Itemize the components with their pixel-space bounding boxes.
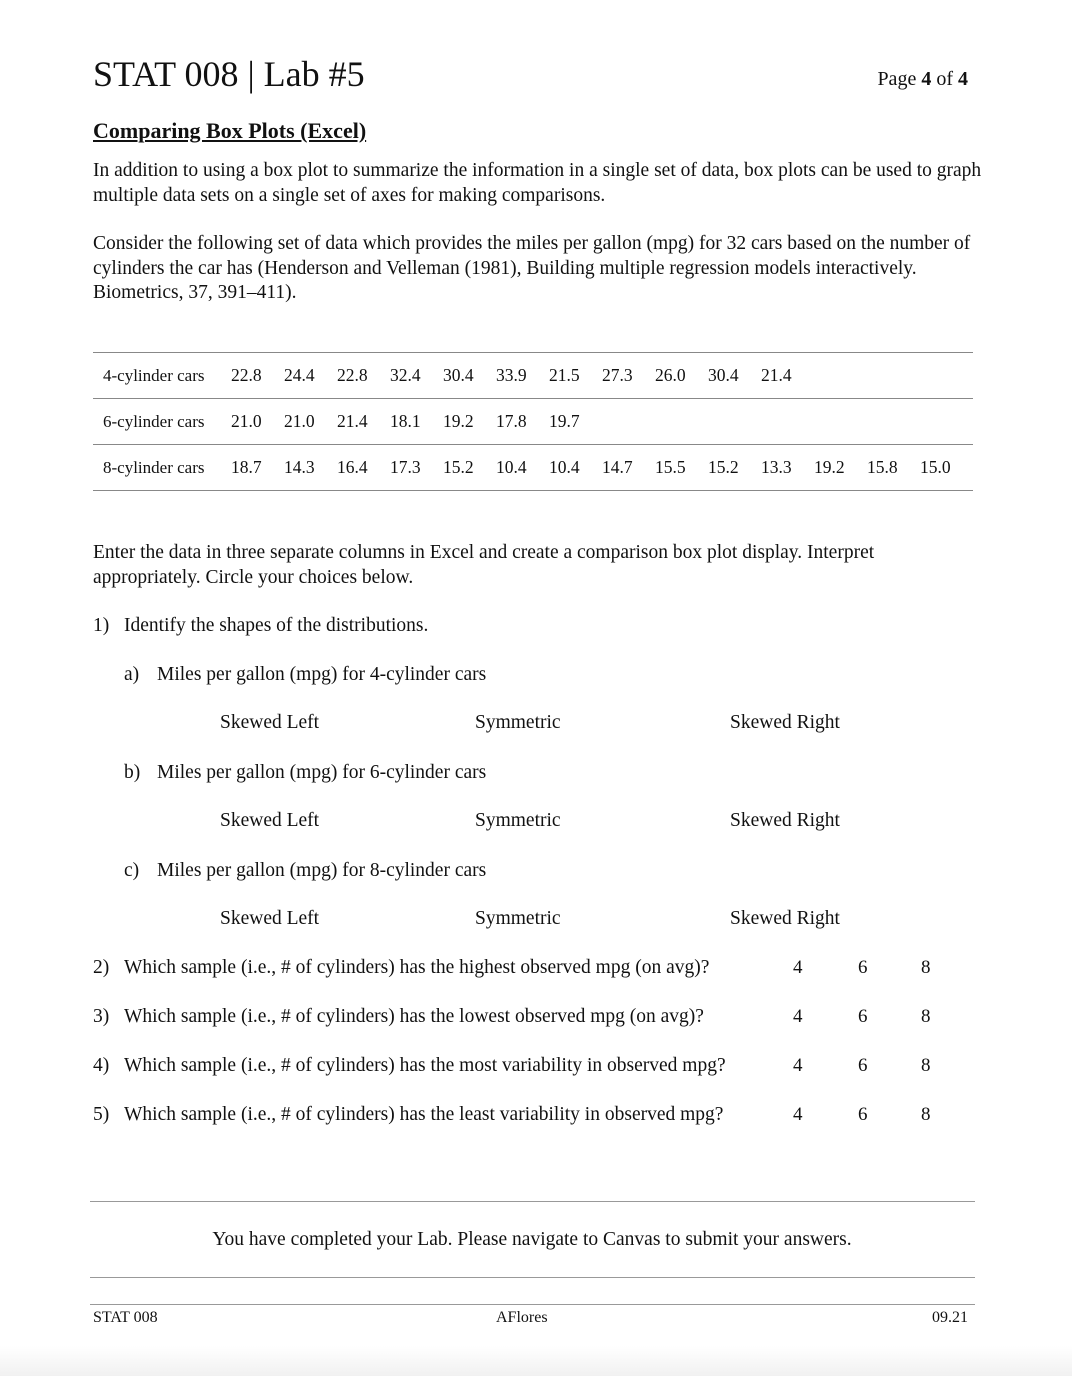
part-b-text: Miles per gallon (mpg) for 6-cylinder cars xyxy=(157,762,487,783)
choice-skewed-left[interactable]: Skewed Left xyxy=(220,908,320,929)
question-1-number: 1) xyxy=(93,615,110,636)
row-values xyxy=(226,353,973,399)
question-2-number: 2) xyxy=(93,957,110,978)
table-cell: 14.3 xyxy=(284,457,315,477)
choice-skewed-right[interactable]: Skewed Right xyxy=(730,908,840,929)
data-paragraph: Consider the following set of data which provides the miles per gallon (mpg) for 32 cars based on the number of cylinders the car has (Henderson and Velleman (1981), Building multiple regression models interactively. Biometrics, 37, 391–411). xyxy=(93,233,971,303)
table-cell: 30.4 xyxy=(708,365,739,385)
row-label: 4-cylinder cars xyxy=(93,353,226,399)
mpg-data-table xyxy=(93,352,973,491)
answer-8[interactable]: 8 xyxy=(921,1055,931,1076)
answer-4[interactable]: 4 xyxy=(793,1006,803,1027)
page-bottom-shadow xyxy=(0,1346,1072,1376)
table-cell: 15.2 xyxy=(708,457,739,477)
table-cell: 24.4 xyxy=(284,365,315,385)
question-4-text: Which sample (i.e., # of cylinders) has the most variability in observed mpg? xyxy=(124,1055,726,1076)
table-cell: 14.7 xyxy=(602,457,633,477)
row-label: 8-cylinder cars xyxy=(93,445,226,491)
table-cell: 19.2 xyxy=(814,457,845,477)
page-number xyxy=(877,68,968,91)
choice-skewed-left[interactable]: Skewed Left xyxy=(220,810,320,831)
question-1-text: Identify the shapes of the distributions. xyxy=(124,615,429,636)
footer-version: 09.21 xyxy=(932,1309,968,1326)
table-row xyxy=(93,353,973,399)
divider xyxy=(90,1277,975,1278)
table-cell: 21.4 xyxy=(761,365,792,385)
choice-symmetric[interactable]: Symmetric xyxy=(475,908,561,929)
table-cell: 19.2 xyxy=(443,411,474,431)
footer-course: STAT 008 xyxy=(93,1309,158,1326)
page-of: of xyxy=(931,68,958,90)
section-heading: Comparing Box Plots (Excel) xyxy=(93,118,367,143)
page-total: 4 xyxy=(958,68,968,90)
question-3-number: 3) xyxy=(93,1006,110,1027)
question-2-text: Which sample (i.e., # of cylinders) has the highest observed mpg (on avg)? xyxy=(124,957,710,978)
answer-4[interactable]: 4 xyxy=(793,957,803,978)
choice-skewed-left[interactable]: Skewed Left xyxy=(220,712,320,733)
page-prefix: Page xyxy=(877,68,922,90)
question-5-number: 5) xyxy=(93,1104,110,1125)
table-cell: 27.3 xyxy=(602,365,633,385)
table-cell: 18.7 xyxy=(231,457,262,477)
table-cell: 18.1 xyxy=(390,411,421,431)
answer-8[interactable]: 8 xyxy=(921,957,931,978)
choice-symmetric[interactable]: Symmetric xyxy=(475,810,561,831)
table-cell: 15.8 xyxy=(867,457,898,477)
answer-6[interactable]: 6 xyxy=(858,1055,868,1076)
part-a-letter: a) xyxy=(124,664,140,685)
answer-8[interactable]: 8 xyxy=(921,1104,931,1125)
part-c-text: Miles per gallon (mpg) for 8-cylinder cars xyxy=(157,860,487,881)
table-cell: 21.0 xyxy=(284,411,315,431)
table-cell: 22.8 xyxy=(337,365,368,385)
page-current: 4 xyxy=(921,68,932,90)
table-cell: 22.8 xyxy=(231,365,262,385)
footer-author: AFlores xyxy=(496,1309,548,1326)
table-cell: 26.0 xyxy=(655,365,686,385)
row-label: 6-cylinder cars xyxy=(93,399,226,445)
part-b-letter: b) xyxy=(124,762,141,783)
choice-skewed-right[interactable]: Skewed Right xyxy=(730,810,840,831)
answer-6[interactable]: 6 xyxy=(858,1006,868,1027)
table-cell: 21.4 xyxy=(337,411,368,431)
table-cell: 17.8 xyxy=(496,411,527,431)
intro-paragraph: In addition to using a box plot to summarize the information in a single set of data, box plots can be used to graph multiple data sets on a single set of axes for making comparisons. xyxy=(93,160,982,206)
table-cell: 15.5 xyxy=(655,457,686,477)
choice-symmetric[interactable]: Symmetric xyxy=(475,712,561,733)
table-cell: 32.4 xyxy=(390,365,421,385)
completion-message: You have completed your Lab. Please navigate to Canvas to submit your answers. xyxy=(212,1229,852,1250)
divider xyxy=(90,1201,975,1202)
table-cell: 19.7 xyxy=(549,411,580,431)
answer-4[interactable]: 4 xyxy=(793,1055,803,1076)
choice-skewed-right[interactable]: Skewed Right xyxy=(730,712,840,733)
row-values xyxy=(226,399,973,445)
answer-6[interactable]: 6 xyxy=(858,1104,868,1125)
answer-4[interactable]: 4 xyxy=(793,1104,803,1125)
question-3-text: Which sample (i.e., # of cylinders) has the lowest observed mpg (on avg)? xyxy=(124,1006,704,1027)
answer-8[interactable]: 8 xyxy=(921,1006,931,1027)
table-cell: 10.4 xyxy=(549,457,580,477)
table-cell: 17.3 xyxy=(390,457,421,477)
table-cell: 15.2 xyxy=(443,457,474,477)
table-cell: 33.9 xyxy=(496,365,527,385)
document-title: STAT 008 | Lab #5 xyxy=(93,54,365,94)
table-row xyxy=(93,399,973,445)
table-cell: 13.3 xyxy=(761,457,792,477)
footer-divider xyxy=(90,1304,975,1305)
part-a-text: Miles per gallon (mpg) for 4-cylinder cars xyxy=(157,664,487,685)
table-cell: 21.5 xyxy=(549,365,580,385)
row-values xyxy=(226,445,973,491)
answer-6[interactable]: 6 xyxy=(858,957,868,978)
table-cell: 10.4 xyxy=(496,457,527,477)
table-cell: 30.4 xyxy=(443,365,474,385)
part-c-letter: c) xyxy=(124,860,140,881)
table-cell: 16.4 xyxy=(337,457,368,477)
table-row xyxy=(93,445,973,491)
table-cell: 21.0 xyxy=(231,411,262,431)
table-cell: 15.0 xyxy=(920,457,951,477)
instructions-paragraph: Enter the data in three separate columns in Excel and create a comparison box plot display. Interpret appropriately. Circle your choices below. xyxy=(93,542,875,588)
question-5-text: Which sample (i.e., # of cylinders) has the least variability in observed mpg? xyxy=(124,1104,724,1125)
question-4-number: 4) xyxy=(93,1055,110,1076)
